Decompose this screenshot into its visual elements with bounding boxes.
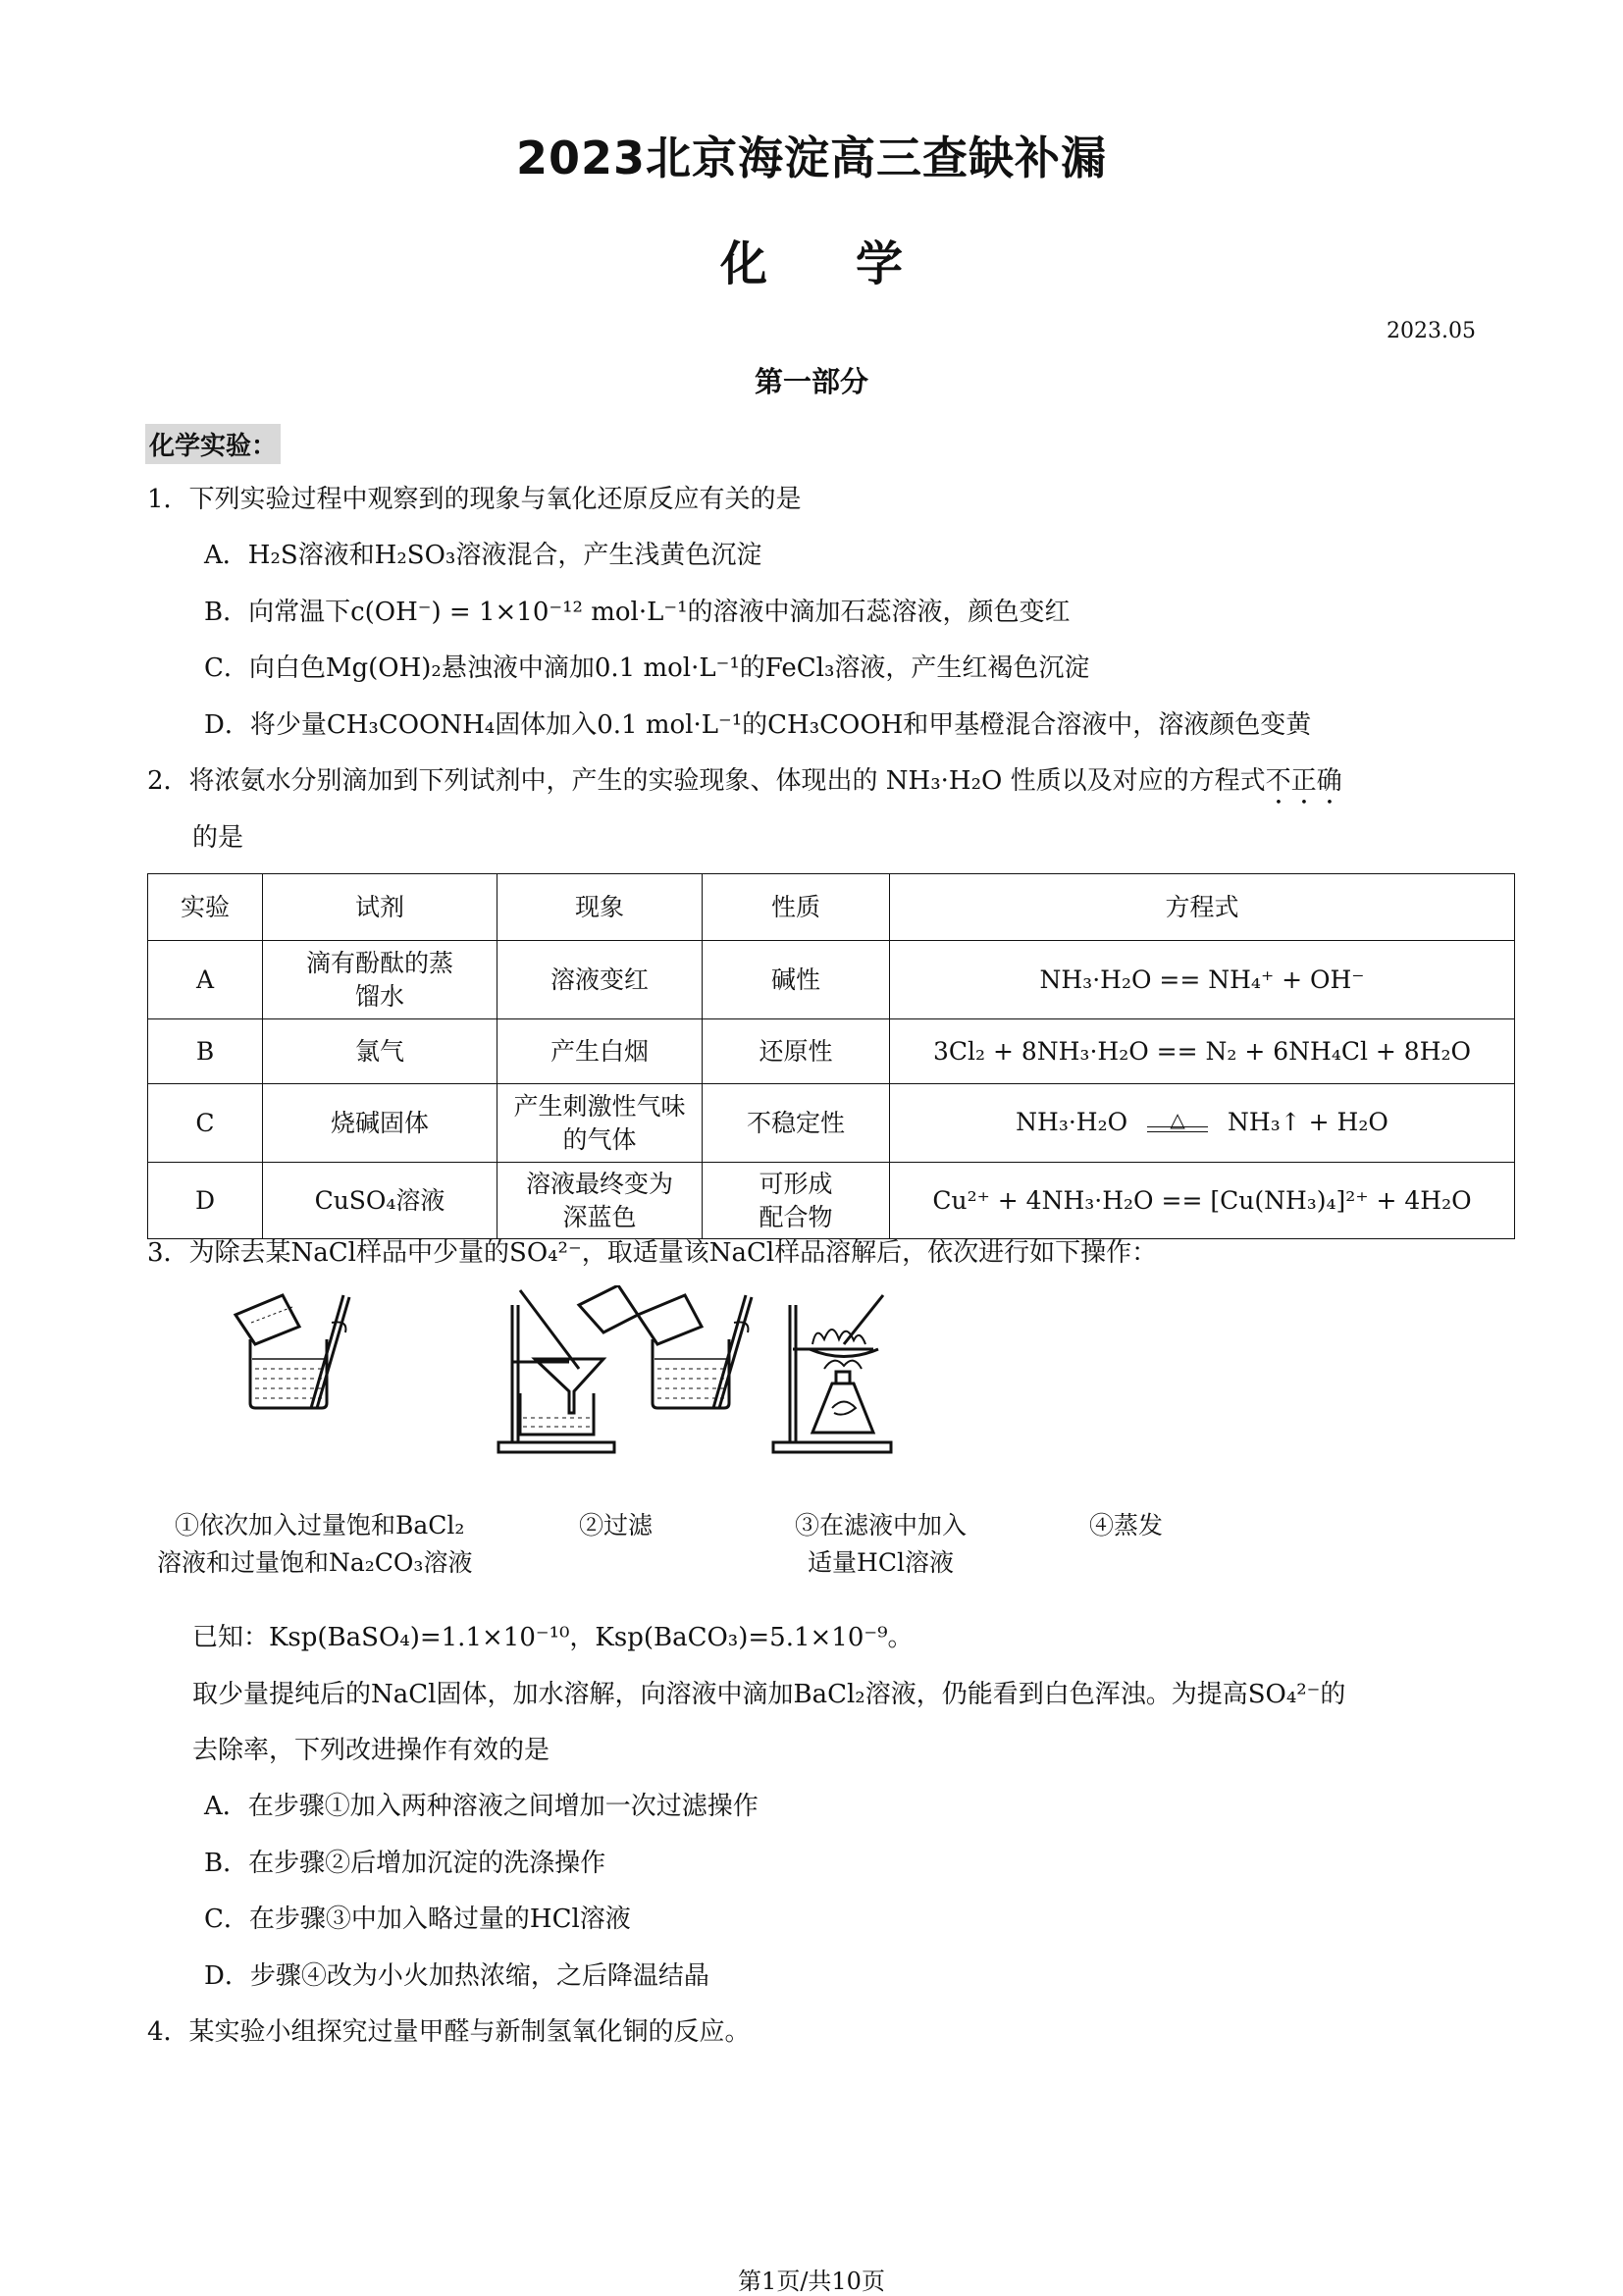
q3-option-d: D．步骤④改为小火加热浓缩，之后降温结晶	[204, 1961, 709, 1991]
q4-stem: 4．某实验小组探究过量甲醛与新制氢氧化铜的反应。	[147, 2017, 751, 2047]
q2-stem-emphasis: 不正确	[1265, 766, 1342, 796]
delta-icon: △	[1170, 1108, 1185, 1132]
cell-property: 碱性	[703, 941, 890, 1019]
header-cell: 方程式	[890, 874, 1515, 941]
filtration-icon	[498, 1285, 638, 1452]
page-title: 2023北京海淀高三查缺补漏	[515, 131, 1108, 184]
apparatus-diagrams	[157, 1285, 1040, 1491]
cell-property: 不稳定性	[703, 1084, 890, 1163]
subject-title: 化学	[719, 236, 991, 291]
step2-caption: ②过滤	[579, 1511, 654, 1539]
step3-caption-line1: ③在滤液中加入	[795, 1511, 968, 1539]
cell-equation: Cu²⁺ + 4NH₃·H₂O == [Cu(NH₃)₄]²⁺ + 4H₂O	[890, 1163, 1515, 1239]
section-heading: 化学实验：	[145, 424, 281, 464]
cell-exp: D	[148, 1163, 263, 1239]
table-header-row	[148, 874, 1515, 941]
step1-caption-line1: ①依次加入过量饱和BaCl₂	[175, 1511, 465, 1539]
header-cell: 实验	[148, 874, 263, 941]
step3-caption-line2: 适量HCl溶液	[808, 1548, 954, 1577]
q1-option-a: A．H₂S溶液和H₂SO₃溶液混合，产生浅黄色沉淀	[204, 541, 762, 570]
cell-property: 还原性	[703, 1019, 890, 1084]
q2-stem-end: 的是	[192, 823, 244, 853]
cell-reagent: CuSO₄溶液	[263, 1163, 497, 1239]
q3-text-line1: 取少量提纯后的NaCl固体，加水溶解，向溶液中滴加BaCl₂溶液，仍能看到白色浑浊。为提高SO₄²⁻的	[192, 1680, 1346, 1709]
q1-option-d: D．将少量CH₃COONH₄固体加入0.1 mol·L⁻¹的CH₃COOH和甲基橙混合溶液中，溶液颜色变黄	[204, 710, 1312, 740]
q2-stem	[147, 762, 1342, 810]
header-cell: 性质	[703, 874, 890, 941]
q1-option-c: C．向白色Mg(OH)₂悬浊液中滴加0.1 mol·L⁻¹的FeCl₃溶液，产生红褐色沉淀	[204, 653, 1090, 683]
table-row	[148, 941, 1515, 1019]
cell-equation: 3Cl₂ + 8NH₃·H₂O == N₂ + 6NH₄Cl + 8H₂O	[890, 1019, 1515, 1084]
q1-option-b: B．向常温下c(OH⁻) = 1×10⁻¹² mol·L⁻¹的溶液中滴加石蕊溶液，颜色变红	[204, 598, 1071, 627]
header-cell: 现象	[497, 874, 703, 941]
cell-equation	[890, 1084, 1515, 1163]
equals-double-line	[1147, 1126, 1208, 1132]
cell-reagent: 氯气	[263, 1019, 497, 1084]
equation-left: NH₃·H₂O	[1016, 1107, 1128, 1136]
cell-exp: C	[148, 1084, 263, 1163]
step1-caption-line2: 溶液和过量饱和Na₂CO₃溶液	[157, 1548, 473, 1577]
cell-exp: A	[148, 941, 263, 1019]
q3-option-c: C．在步骤③中加入略过量的HCl溶液	[204, 1905, 631, 1934]
cell-phenomenon: 产生白烟	[497, 1019, 703, 1084]
page-footer: 第1页/共10页	[738, 2268, 885, 2295]
table-row	[148, 1084, 1515, 1163]
table-row	[148, 1019, 1515, 1084]
beaker-pour-icon	[236, 1295, 349, 1408]
q3-option-b: B．在步骤②后增加沉淀的洗涤操作	[204, 1849, 606, 1878]
cell-equation: NH₃·H₂O == NH₄⁺ + OH⁻	[890, 941, 1515, 1019]
q3-known: 已知：Ksp(BaSO₄)=1.1×10⁻¹⁰，Ksp(BaCO₃)=5.1×10⁻⁹。	[192, 1623, 914, 1652]
step4-caption: ④蒸发	[1089, 1511, 1164, 1539]
cell-phenomenon: 溶液变红	[497, 941, 703, 1019]
equation-right: NH₃↑ + H₂O	[1228, 1107, 1388, 1136]
q2-stem-text: 2．将浓氨水分别滴加到下列试剂中，产生的实验现象、体现出的 NH₃·H₂O 性质以及对应的方程式	[147, 766, 1266, 796]
cell-property: 可形成配合物	[703, 1163, 890, 1239]
header-cell: 试剂	[263, 874, 497, 941]
cell-phenomenon: 溶液最终变为深蓝色	[497, 1163, 703, 1239]
cell-exp: B	[148, 1019, 263, 1084]
heating-condition-symbol	[1143, 1107, 1212, 1140]
exam-date: 2023.05	[1387, 319, 1476, 343]
cell-reagent: 滴有酚酞的蒸馏水	[263, 941, 497, 1019]
cell-phenomenon: 产生刺激性气味的气体	[497, 1084, 703, 1163]
cell-reagent: 烧碱固体	[263, 1084, 497, 1163]
q3-stem: 3．为除去某NaCl样品中少量的SO₄²⁻，取适量该NaCl样品溶解后，依次进行如下操作：	[147, 1238, 1158, 1268]
beaker-pour-icon	[638, 1295, 752, 1408]
q2-table	[147, 873, 1515, 1239]
step3-caption	[795, 1507, 967, 1582]
q3-text-line2: 去除率，下列改进操作有效的是	[192, 1736, 550, 1765]
part-heading: 第一部分	[754, 365, 868, 398]
step1-caption	[157, 1507, 472, 1582]
table-row	[148, 1163, 1515, 1239]
q3-option-a: A．在步骤①加入两种溶液之间增加一次过滤操作	[204, 1792, 759, 1821]
q1-stem: 1．下列实验过程中观察到的现象与氧化还原反应有关的是	[147, 485, 802, 514]
evaporation-icon	[773, 1295, 891, 1452]
